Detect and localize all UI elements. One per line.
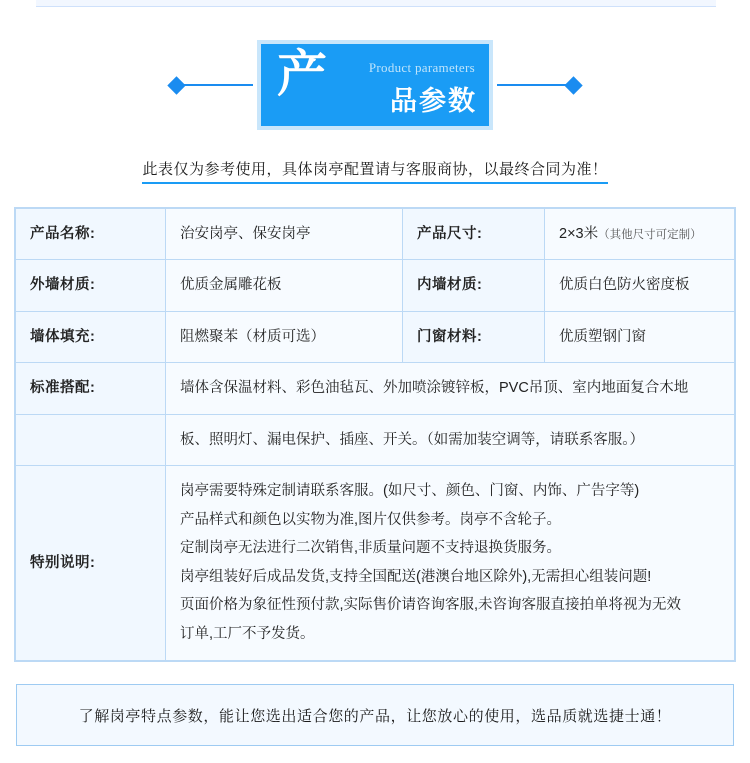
param-label-standard-config: 标准搭配:: [16, 363, 166, 414]
banner-big-character: 产: [277, 45, 328, 103]
param-label-special-note: 特别说明:: [16, 466, 166, 661]
param-label-wall-filling: 墙体填充:: [16, 311, 166, 362]
top-divider-bar: [36, 0, 716, 7]
special-note-line: 页面价格为象征性预付款,实际售价请咨询客服,未咨询客服直接拍单将视为无效: [180, 597, 682, 614]
banner-box: [257, 40, 493, 130]
param-label-door-window-material: 门窗材料:: [403, 311, 545, 362]
section-banner: [95, 38, 655, 132]
param-label-standard-config-cont: [16, 414, 166, 465]
banner-english-title: Product parameters: [368, 60, 475, 75]
line-right-decoration: [497, 84, 567, 86]
special-note-line: 岗亭需要特殊定制请联系客服。(如尺寸、颜色、门窗、内饰、广告字等): [180, 483, 640, 500]
table-row: [16, 363, 735, 414]
param-value-door-window-material: 优质塑钢门窗: [545, 311, 735, 362]
line-left-decoration: [183, 84, 253, 86]
param-value-product-name: 治安岗亭、保安岗亭: [166, 209, 403, 260]
parameters-table-wrapper: [14, 207, 736, 662]
param-value-inner-wall: 优质白色防火密度板: [545, 260, 735, 311]
param-label-product-name: 产品名称:: [16, 209, 166, 260]
table-row: [16, 260, 735, 311]
param-value-outer-wall: 优质金属雕花板: [166, 260, 403, 311]
reference-note-text: 此表仅为参考使用，具体岗亭配置请与客服商协，以最终合同为准！: [142, 161, 607, 184]
banner-chinese-title: 品参数: [390, 86, 477, 117]
param-label-product-size: 产品尺寸:: [403, 209, 545, 260]
diamond-left-icon: [167, 76, 185, 94]
special-note-line: 岗亭组装好后成品发货,支持全国配送(港澳台地区除外),无需担心组装问题!: [180, 568, 652, 585]
parameters-table: [15, 208, 735, 661]
param-value-product-size: [545, 209, 735, 260]
param-value-product-size-note: （其他尺寸可定制）: [598, 229, 702, 241]
param-value-standard-config-line2: 板、照明灯、漏电保护、插座、开关。（如需加装空调等，请联系客服。）: [166, 414, 735, 465]
special-note-line: 订单,工厂不予发货。: [180, 625, 315, 642]
param-value-wall-filling: 阻燃聚苯（材质可选）: [166, 311, 403, 362]
special-note-line: 定制岗亭无法进行二次销售,非质量问题不支持退换货服务。: [180, 540, 562, 557]
param-value-product-size-text: 2×3米: [559, 226, 599, 242]
param-label-outer-wall: 外墙材质:: [16, 260, 166, 311]
special-note-line: 产品样式和颜色以实物为准,图片仅供参考。岗亭不含轮子。: [180, 511, 562, 528]
table-row: [16, 466, 735, 661]
special-note-list: [180, 480, 720, 646]
diamond-right-icon: [564, 76, 582, 94]
param-value-special-note: [166, 466, 735, 661]
param-value-standard-config-line1: 墙体含保温材料、彩色油毡瓦、外加喷涂镀锌板，PVC吊顶、室内地面复合木地: [166, 363, 735, 414]
table-row: [16, 311, 735, 362]
footer-banner-text: 了解岗亭特点参数，能让您选出适合您的产品，让您放心的使用，选品质就选捷士通！: [78, 707, 672, 725]
param-label-inner-wall: 内墙材质:: [403, 260, 545, 311]
footer-banner: [16, 684, 734, 746]
table-row: [16, 414, 735, 465]
table-row: [16, 209, 735, 260]
reference-note: [0, 158, 750, 179]
